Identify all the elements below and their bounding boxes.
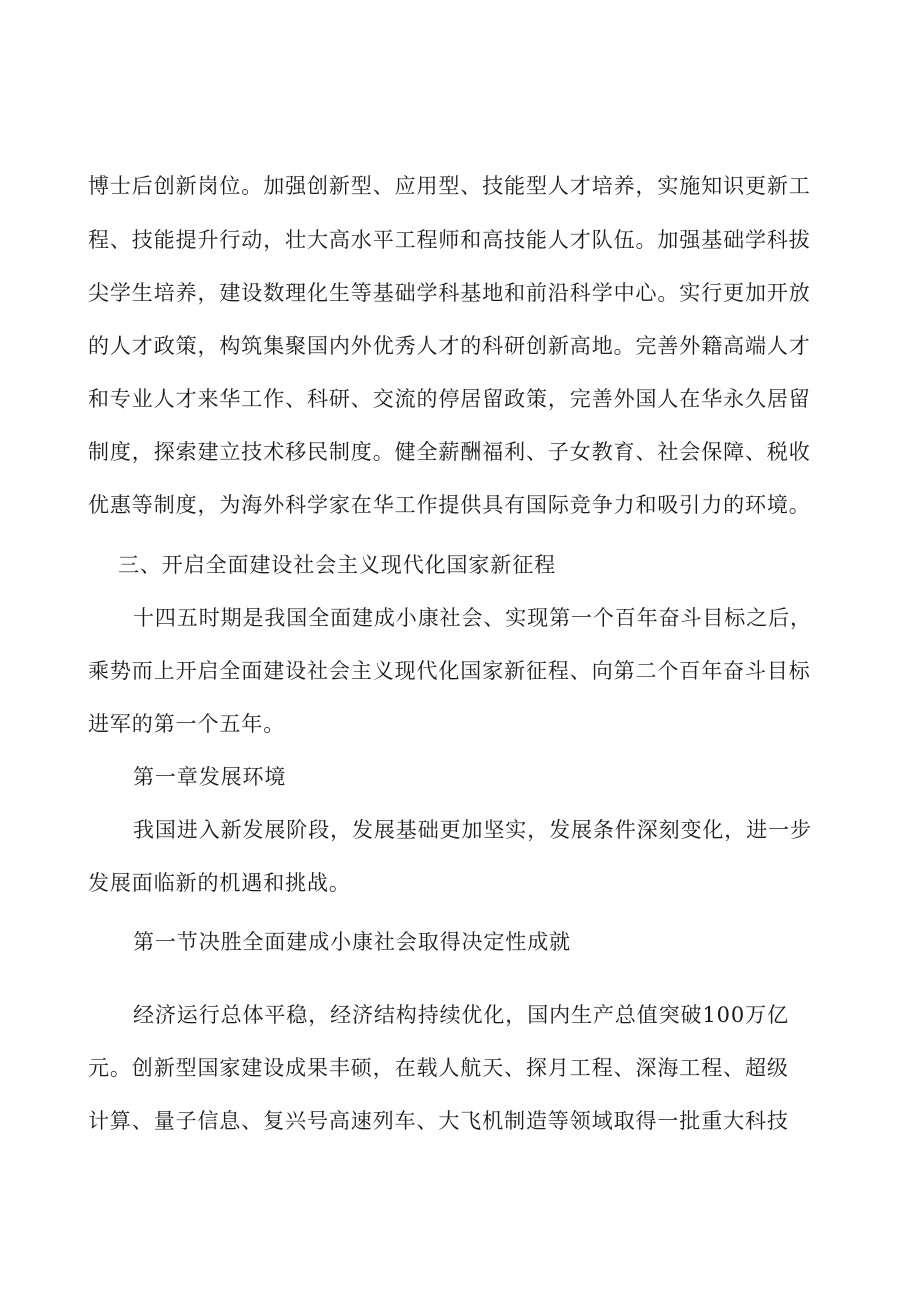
- text-line: 制度，探索建立技术移民制度。健全薪酬福利、子女教育、社会保障、税收: [88, 440, 811, 464]
- text-line: 博士后创新岗位。加强创新型、应用型、技能型人才培养，实施知识更新工: [88, 174, 811, 198]
- text-line: 和专业人才来华工作、科研、交流的停居留政策，完善外国人在华永久居留: [88, 387, 811, 411]
- section-heading: 三、开启全面建设社会主义现代化国家新征程: [118, 553, 556, 577]
- text-line: 的人才政策，构筑集聚国内外优秀人才的科研创新高地。完善外籍高端人才: [88, 334, 811, 358]
- text-line: 元。创新型国家建设成果丰硕，在载人航天、探月工程、深海工程、超级: [88, 1056, 789, 1080]
- text-line: 发展面临新的机遇和挑战。: [88, 871, 351, 895]
- text-line: 尖学生培养，建设数理化生等基础学科基地和前沿科学中心。实行更加开放: [88, 281, 811, 305]
- text-line: 十四五时期是我国全面建成小康社会、实现第一个百年奋斗目标之后，: [133, 606, 812, 630]
- text-line: 进军的第一个五年。: [88, 712, 286, 736]
- text-line: 乘势而上开启全面建设社会主义现代化国家新征程、向第二个百年奋斗目标: [88, 659, 811, 683]
- subsection-heading: 第一节决胜全面建成小康社会取得决定性成就: [133, 930, 571, 954]
- text-line: 经济运行总体平稳，经济结构持续优化，国内生产总值突破100万亿: [133, 1003, 789, 1027]
- text-line: 我国进入新发展阶段，发展基础更加坚实，发展条件深刻变化，进一步: [133, 818, 812, 842]
- text-line: 优惠等制度，为海外科学家在华工作提供具有国际竞争力和吸引力的环境。: [88, 493, 811, 517]
- text-line: 计算、量子信息、复兴号高速列车、大飞机制造等领域取得一批重大科技: [88, 1109, 789, 1133]
- chapter-heading: 第一章发展环境: [133, 765, 287, 789]
- text-line: 程、技能提升行动，壮大高水平工程师和高技能人才队伍。加强基础学科拔: [88, 228, 811, 252]
